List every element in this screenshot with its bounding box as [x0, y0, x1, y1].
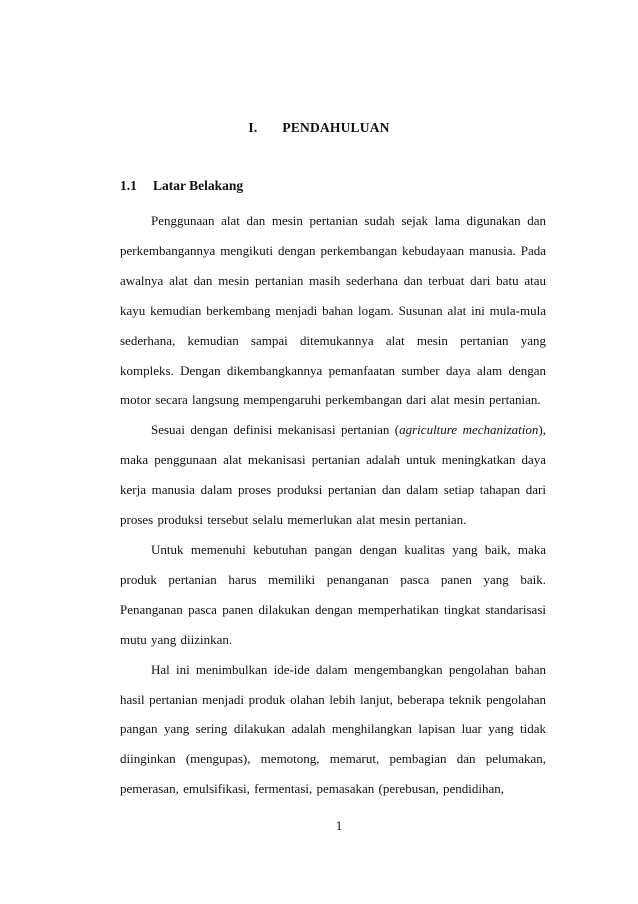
- chapter-title: [0, 120, 638, 136]
- paragraph-2: [120, 415, 546, 535]
- section-heading: [120, 178, 243, 194]
- paragraph-1: Penggunaan alat dan mesin pertanian sudah sejak lama digunakan dan perkembangannya mengikuti dengan perkembangan kebudayaan manusia. Pada awalnya alat dan mesin pertanian masih sederhana dan terbuat dari batu atau kayu kemudian berkembang menjadi bahan logam. Susunan alat ini mula-mula sederhana, kemudian sampai ditemukannya alat mesin pertanian yang kompleks. Dengan dikembangkannya pemanfaatan sumber daya alam dengan motor secara langsung mempengaruhi perkembangan dari alat mesin pertanian.: [120, 213, 546, 408]
- paragraph-2-after: ), maka penggunaan alat mekanisasi pertanian adalah untuk meningkatkan daya kerja manusia dalam proses produksi pertanian dan dalam setiap tahapan dari proses produksi tersebut selalu memerlukan alat mesin pertanian.: [120, 422, 546, 528]
- paragraph-2-italic-term: agriculture mechanization: [399, 422, 539, 438]
- section-title: Latar Belakang: [153, 178, 244, 193]
- section-number: 1.1: [120, 178, 137, 193]
- paragraph-4: Hal ini menimbulkan ide-ide dalam mengembangkan pengolahan bahan hasil pertanian menjadi produk olahan lebih lanjut, beberapa teknik pengolahan pangan yang sering dilakukan adalah menghilangkan lapisan luar yang tidak diinginkan (mengupas), memotong, memarut, pembagian dan pelumakan, pemerasan, emulsifikasi, fermentasi, pemasakan (perebusan, pendidihan,: [120, 661, 546, 797]
- chapter-number: I.: [248, 120, 258, 135]
- body-text: [120, 206, 546, 804]
- paragraph-3: Untuk memenuhi kebutuhan pangan dengan kualitas yang baik, maka produk pertanian harus memiliki penanganan pasca panen yang baik. Penanganan pasca panen dilakukan dengan memperhatikan tingkat standarisasi mutu yang diizinkan.: [120, 541, 546, 647]
- page-number: 1: [335, 818, 343, 833]
- chapter-title-text: PENDAHULUAN: [282, 120, 390, 135]
- paragraph-2-before: Sesuai dengan definisi mekanisasi pertanian (: [151, 422, 400, 438]
